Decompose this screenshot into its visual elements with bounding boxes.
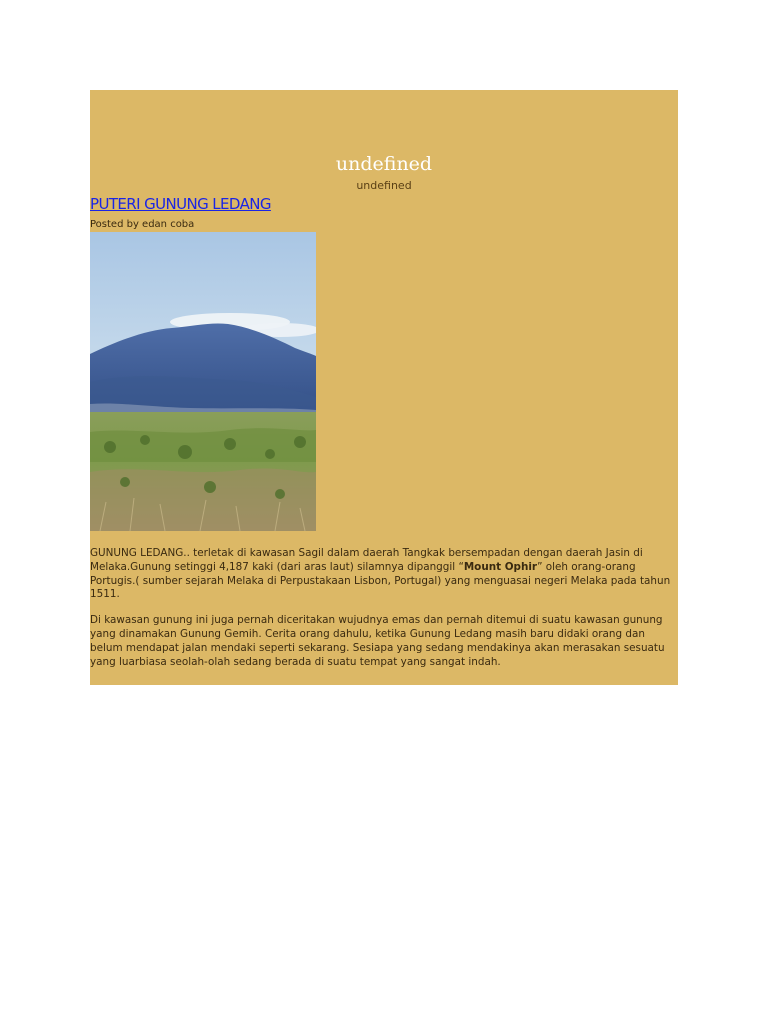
post-title-link[interactable]: PUTERI GUNUNG LEDANG bbox=[90, 195, 271, 213]
post-body bbox=[90, 547, 678, 681]
mount-ophir-bold: Mount Ophir bbox=[463, 560, 538, 573]
paragraph-1-text-b: ” oleh orang-orang Portugis.( sumber sejarah Melaka di Perpustakaan Lisbon, Portugal) yang menguasai negeri Melaka pada tahun 1511. bbox=[90, 560, 671, 601]
post-paragraph-1 bbox=[90, 547, 678, 602]
mountain-photo bbox=[90, 232, 316, 531]
post-meta: Posted by edan coba bbox=[90, 219, 195, 230]
post-paragraph-2: Di kawasan gunung ini juga pernah diceritakan wujudnya emas dan pernah ditemui di suatu kawasan gunung yang dinamakan Gunung Gemih. Cerita orang dahulu, ketika Gunung Ledang masih baru didaki orang dan belum mendapat jalan mendaki seperti sekarang. Sesiapa yang sedang mendakinya akan merasakan sesuatu yang luarbiasa seolah-olah sedang berada di suatu tempat yang sangat indah. bbox=[90, 614, 665, 668]
blog-title: undefined bbox=[335, 153, 433, 175]
blog-description: undefined bbox=[356, 179, 412, 192]
paragraph-1-text-a: GUNUNG LEDANG.. terletak di kawasan Sagil dalam daerah Tangkak bersempadan dengan daerah Jasin di Melaka.Gunung setinggi 4,187 kaki (dari aras laut) silamnya dipanggil “ bbox=[90, 547, 643, 573]
blog-page bbox=[90, 90, 678, 685]
